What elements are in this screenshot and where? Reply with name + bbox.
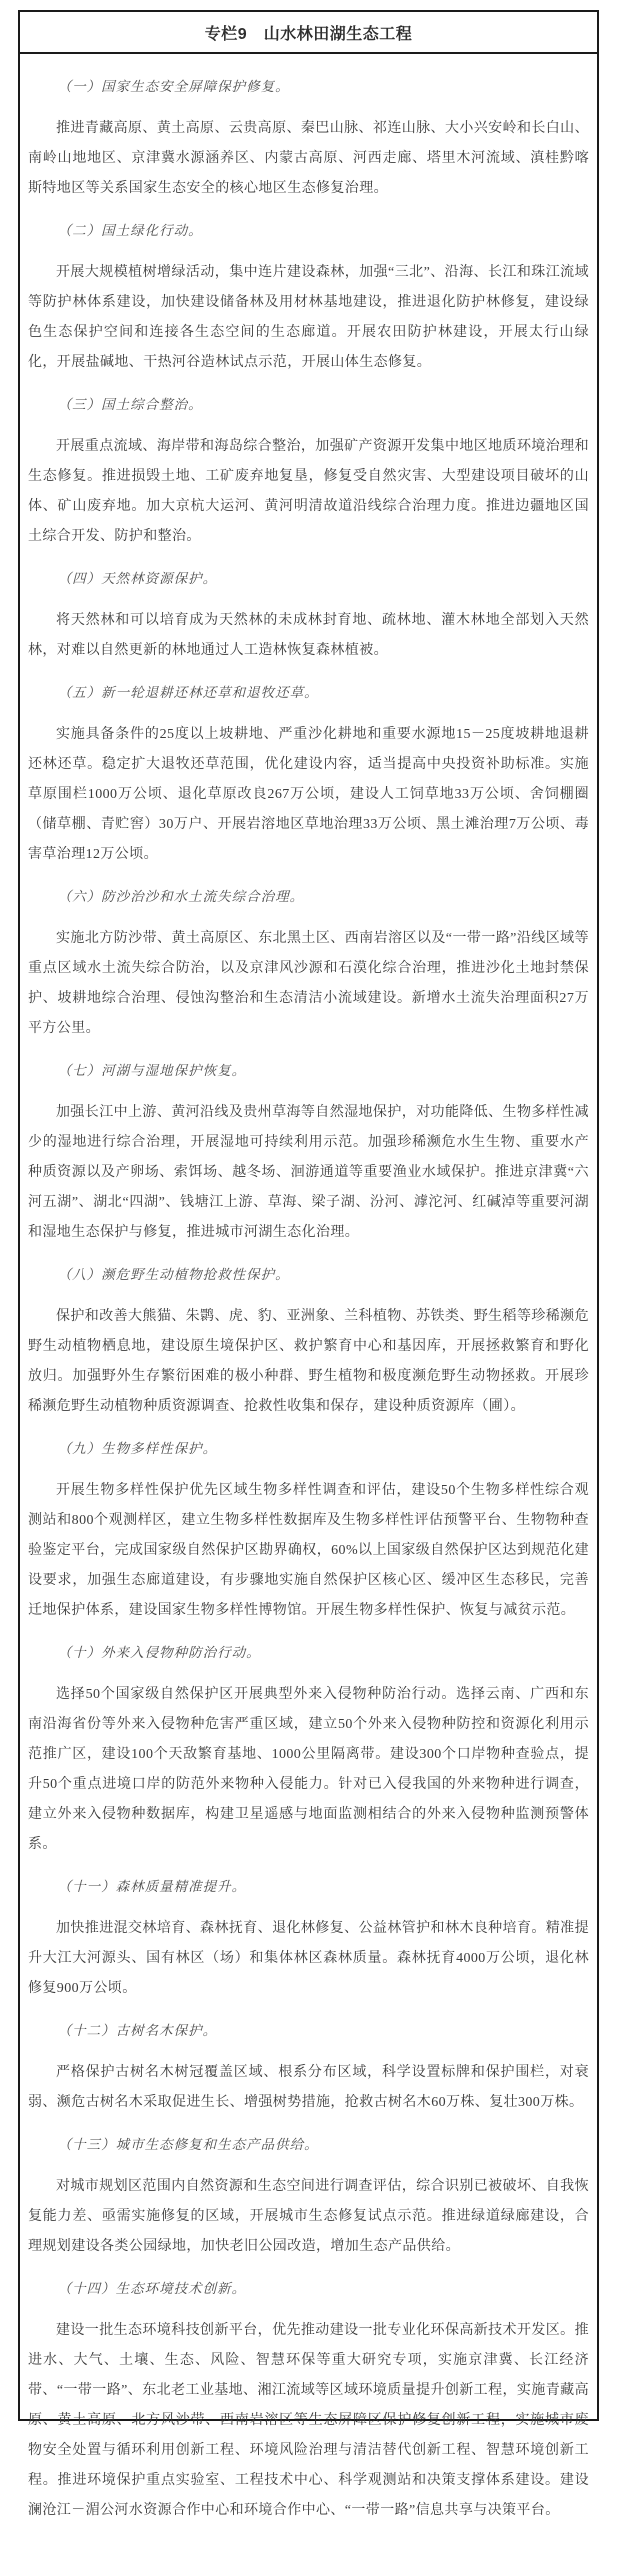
section-heading: （十）外来入侵物种防治行动。: [57, 1645, 261, 1660]
section: [28, 1640, 589, 1860]
section-paragraph: 实施具备条件的25度以上坡耕地、严重沙化耕地和重要水源地15－25度坡耕地退耕还林还草。稳定扩大退牧还草范围，优化建设内容，适当提高中央投资补助标准。实施草原围栏1000万公顷、退化草原改良267万公顷，建设人工饲草地33万公顷、舍饲棚圈（储草棚、青贮窖）30万户、开展岩溶地区草地治理33万公顷、黑土滩治理7万公顷、毒害草治理12万公顷。: [28, 727, 589, 862]
panel-body: [20, 54, 597, 2554]
section: [28, 1058, 589, 1248]
section-paragraph: 保护和改善大熊猫、朱鹮、虎、豹、亚洲象、兰科植物、苏铁类、野生稻等珍稀濒危野生动植物栖息地，建设原生境保护区、救护繁育中心和基因库，开展拯救繁育和野化放归。加强野外生存繁衍困难的极小种群、野生植物和极度濒危野生动物拯救。开展珍稀濒危野生动植物种质资源调查、抢救性收集和保存，建设种质资源库（圃）。: [28, 1309, 589, 1414]
section-paragraph: 加快推进混交林培育、森林抚育、退化林修复、公益林管护和林木良种培育。精准提升大江大河源头、国有林区（场）和集体林区森林质量。森林抚育4000万公顷，退化林修复900万公顷。: [28, 1921, 589, 1996]
section-paragraph: 选择50个国家级自然保护区开展典型外来入侵物种防治行动。选择云南、广西和东南沿海省份等外来入侵物种危害严重区域，建立50个外来入侵物种防控和资源化利用示范推广区，建设100个天敌繁育基地、1000公里隔离带。建设300个口岸物种查验点，提升50个重点进境口岸的防范外来物种入侵能力。针对已入侵我国的外来物种进行调查，建立外来入侵物种数据库，构建卫星遥感与地面监测相结合的外来入侵物种监测预警体系。: [28, 1687, 589, 1852]
section-heading: （十一）森林质量精准提升。: [57, 1879, 247, 1894]
section-heading: （十二）古树名木保护。: [57, 2023, 218, 2038]
section-paragraph: 实施北方防沙带、黄土高原区、东北黑土区、西南岩溶区以及“一带一路”沿线区域等重点区域水土流失综合防治，以及京津风沙源和石漠化综合治理，推进沙化土地封禁保护、坡耕地综合治理、侵蚀沟整治和生态清洁小流域建设。新增水土流失治理面积27万平方公里。: [28, 931, 589, 1036]
section: [28, 2276, 589, 2526]
section-heading: （十四）生态环境技术创新。: [57, 2281, 247, 2296]
section-paragraph: 开展重点流域、海岸带和海岛综合整治，加强矿产资源开发集中地区地质环境治理和生态修复。推进损毁土地、工矿废弃地复垦，修复受自然灾害、大型建设项目破坏的山体、矿山废弃地。加大京杭大运河、黄河明清故道沿线综合治理力度。推进边疆地区国土综合开发、防护和整治。: [28, 439, 589, 544]
section-heading: （六）防沙治沙和水土流失综合治理。: [57, 889, 305, 904]
section-heading: （五）新一轮退耕还林还草和退牧还草。: [57, 685, 319, 700]
section-paragraph: 对城市规划区范围内自然资源和生态空间进行调查评估，综合识别已被破坏、自我恢复能力差、亟需实施修复的区域，开展城市生态修复试点示范。推进绿道绿廊建设，合理规划建设各类公园绿地，加快老旧公园改造，增加生态产品供给。: [28, 2179, 589, 2254]
section: [28, 566, 589, 666]
section-heading: （七）河湖与湿地保护恢复。: [57, 1063, 247, 1078]
section-heading: （二）国土绿化行动。: [57, 223, 203, 238]
section-paragraph: 建设一批生态环境科技创新平台，优先推动建设一批专业化环保高新技术开发区。推进水、大气、土壤、生态、风险、智慧环保等重大研究专项，实施京津冀、长江经济带、“一带一路”、东北老工业基地、湘江流域等区域环境质量提升创新工程，实施青藏高原、黄土高原、北方风沙带、西南岩溶区等生态屏障区保护修复创新工程，实施城市废物安全处置与循环利用创新工程、环境风险治理与清洁替代创新工程、智慧环境创新工程。推进环境保护重点实验室、工程技术中心、科学观测站和决策支撑体系建设。建设澜沧江－湄公河水资源合作中心和环境合作中心、“一带一路”信息共享与决策平台。: [28, 2323, 589, 2518]
section: [28, 392, 589, 552]
section: [28, 884, 589, 1044]
section: [28, 218, 589, 378]
section-paragraph: 将天然林和可以培育成为天然林的未成林封育地、疏林地、灌木林地全部划入天然林，对难以自然更新的林地通过人工造林恢复森林植被。: [28, 613, 589, 658]
section: [28, 1262, 589, 1422]
section-heading: （九）生物多样性保护。: [57, 1441, 218, 1456]
section: [28, 2018, 589, 2118]
section-paragraph: 开展大规模植树增绿活动，集中连片建设森林，加强“三北”、沿海、长江和珠江流域等防护林体系建设，加快建设储备林及用材林基地建设，推进退化防护林修复，建设绿色生态保护空间和连接各生态空间的生态廊道。开展农田防护林建设，开展太行山绿化，开展盐碱地、干热河谷造林试点示范，开展山体生态修复。: [28, 265, 589, 370]
section: [28, 680, 589, 870]
section-paragraph: 加强长江中上游、黄河沿线及贵州草海等自然湿地保护，对功能降低、生物多样性减少的湿地进行综合治理，开展湿地可持续利用示范。加强珍稀濒危水生生物、重要水产种质资源以及产卵场、索饵场、越冬场、洄游通道等重要渔业水域保护。推进京津冀“六河五湖”、湖北“四湖”、钱塘江上游、草海、梁子湖、汾河、滹沱河、红碱淖等重要河湖和湿地生态保护与修复，推进城市河湖生态化治理。: [28, 1105, 589, 1240]
column-9-panel: [18, 10, 599, 2518]
section: [28, 1436, 589, 1626]
panel-title: 专栏9 山水林田湖生态工程: [20, 12, 597, 54]
section-heading: （三）国土综合整治。: [57, 397, 203, 412]
section: [28, 74, 589, 204]
section-heading: （一）国家生态安全屏障保护修复。: [57, 79, 290, 94]
section-paragraph: 严格保护古树名木树冠覆盖区域、根系分布区域，科学设置标牌和保护围栏，对衰弱、濒危古树名木采取促进生长、增强树势措施，抢救古树名木60万株、复壮300万株。: [28, 2065, 589, 2110]
section: [28, 1874, 589, 2004]
section-paragraph: 推进青藏高原、黄土高原、云贵高原、秦巴山脉、祁连山脉、大小兴安岭和长白山、南岭山地地区、京津冀水源涵养区、内蒙古高原、河西走廊、塔里木河流域、滇桂黔喀斯特地区等关系国家生态安全的核心地区生态修复治理。: [28, 121, 589, 196]
section: [28, 2132, 589, 2262]
section-paragraph: 开展生物多样性保护优先区域生物多样性调查和评估，建设50个生物多样性综合观测站和800个观测样区，建立生物多样性数据库及生物多样性评估预警平台、生物物种查验鉴定平台，完成国家级自然保护区勘界确权，60%以上国家级自然保护区达到规范化建设要求，加强生态廊道建设，有步骤地实施自然保护区核心区、缓冲区生态移民，完善迁地保护体系，建设国家生物多样性博物馆。开展生物多样性保护、恢复与减贫示范。: [28, 1483, 589, 1618]
section-heading: （四）天然林资源保护。: [57, 571, 218, 586]
section-heading: （十三）城市生态修复和生态产品供给。: [57, 2137, 319, 2152]
section-heading: （八）濒危野生动植物抢救性保护。: [57, 1267, 290, 1282]
